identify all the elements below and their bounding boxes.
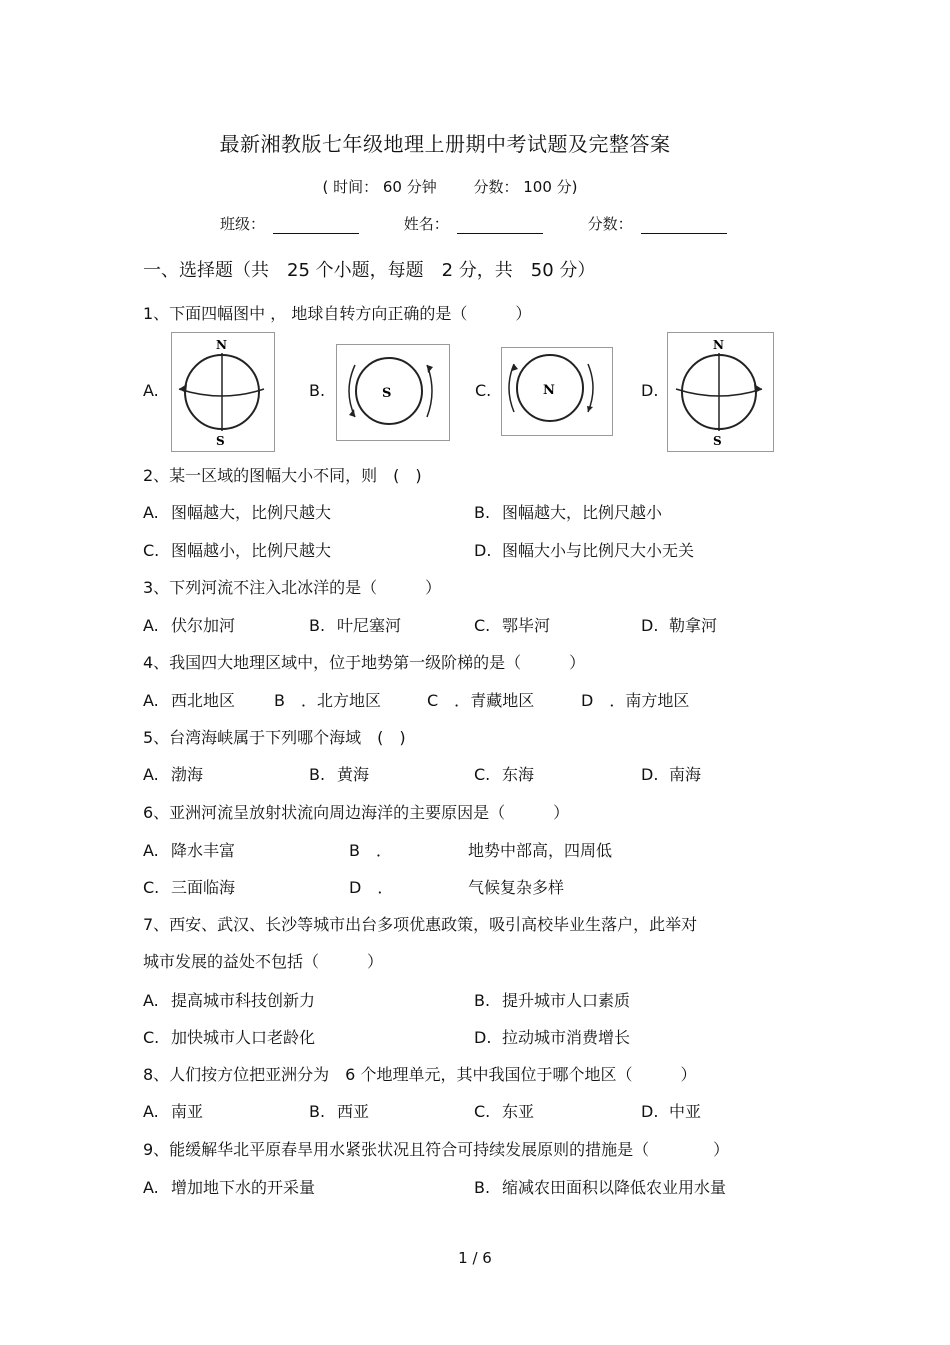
q8-option-a	[143, 1099, 203, 1122]
figure-d	[667, 332, 774, 452]
option-key: B.	[474, 1178, 491, 1197]
option-text: 图幅越大，比例尺越小	[502, 503, 663, 522]
question-8: 8、人们按方位把亚洲分为 6 个地理单元，其中我国位于哪个地区（ ）	[143, 1065, 697, 1084]
option-key: C.	[474, 616, 491, 635]
option-text: 东海	[502, 765, 535, 784]
figure-c-pole: N	[543, 383, 555, 398]
option-key: C.	[143, 878, 160, 897]
option-text: 图幅大小与比例尺大小无关	[502, 541, 695, 560]
option-text: 青藏地区	[470, 691, 535, 710]
question-7-line-1: 7、西安、武汉、长沙等城市出台多项优惠政策，吸引高校毕业生落户，此举对	[143, 915, 698, 934]
question-9: 9、能缓解华北平原春旱用水紧张状况且符合可持续发展原则的措施是（ ）	[143, 1140, 730, 1159]
q4-option-c	[427, 688, 534, 711]
globe-icon	[668, 333, 773, 451]
figure-a-north: N	[216, 338, 227, 352]
page-number: 1 / 6	[458, 1249, 492, 1267]
q7-option-a	[143, 988, 315, 1011]
option-text: 三面临海	[171, 878, 236, 897]
globe-south-icon	[337, 345, 449, 440]
option-key: D.	[641, 616, 659, 635]
option-key: D.	[641, 765, 659, 784]
points-blank	[641, 217, 727, 234]
question-4: 4、我国四大地理区域中，位于地势第一级阶梯的是（ ）	[143, 653, 586, 672]
q3-option-a	[143, 613, 235, 636]
option-key: A.	[143, 1178, 159, 1197]
q7-option-c	[143, 1025, 315, 1048]
q1-label-c: C.	[475, 381, 492, 400]
figure-b	[336, 344, 450, 441]
class-blank	[273, 217, 359, 234]
option-text: 南方地区	[625, 691, 690, 710]
q6-option-a	[143, 838, 235, 861]
option-key: C.	[474, 1102, 491, 1121]
figure-c	[501, 347, 613, 436]
question-1: 1、下面四幅图中 ， 地球自转方向正确的是（ ）	[143, 304, 532, 323]
option-text: 缩减农田面积以降低农业用水量	[502, 1178, 727, 1197]
option-text: 北方地区	[316, 691, 381, 710]
option-text: 中亚	[669, 1102, 702, 1121]
option-text: 图幅越小，比例尺越大	[171, 541, 332, 560]
globe-icon	[172, 333, 274, 451]
option-key: B.	[309, 616, 326, 635]
option-key: D.	[474, 541, 492, 560]
q5-option-d	[641, 762, 701, 785]
q6-option-d: 气候复杂多样	[468, 878, 565, 897]
q1-label-d: D.	[641, 381, 659, 400]
name-blank	[457, 217, 543, 234]
student-info	[220, 213, 767, 234]
option-key: B.	[474, 503, 491, 522]
q8-option-d	[641, 1099, 701, 1122]
option-key: B.	[474, 991, 491, 1010]
option-text: 增加地下水的开采量	[171, 1178, 316, 1197]
option-text: 伏尔加河	[171, 616, 236, 635]
option-text: 拉动城市消费增长	[502, 1028, 631, 1047]
q7-option-d	[474, 1025, 630, 1048]
figure-d-north: N	[713, 338, 724, 352]
figure-d-south: S	[713, 434, 722, 448]
option-key: D.	[641, 1102, 659, 1121]
q2-option-d	[474, 538, 694, 561]
q2-option-a	[143, 500, 331, 523]
option-text: 图幅越大，比例尺越大	[171, 503, 332, 522]
name-field	[404, 213, 543, 234]
option-text: 鄂毕河	[502, 616, 551, 635]
q9-option-a	[143, 1175, 315, 1198]
exam-meta	[0, 176, 900, 197]
option-key: C ．	[427, 691, 471, 710]
class-label: 班级：	[220, 215, 266, 233]
points-label: 分数：	[587, 215, 633, 233]
option-key: B.	[309, 1102, 326, 1121]
option-text: 南亚	[171, 1102, 204, 1121]
question-6: 6、亚洲河流呈放射状流向周边海洋的主要原因是（ ）	[143, 803, 570, 822]
q2-option-b	[474, 500, 662, 523]
option-text: 叶尼塞河	[337, 616, 402, 635]
option-key: D.	[474, 1028, 492, 1047]
q4-option-d	[581, 688, 689, 711]
option-key: C.	[143, 541, 160, 560]
option-text: 南海	[669, 765, 702, 784]
question-3: 3、下列河流不注入北冰洋的是（ ）	[143, 578, 442, 597]
option-text: 黄海	[337, 765, 370, 784]
q3-option-b	[309, 613, 401, 636]
option-text: 西北地区	[171, 691, 236, 710]
option-text: 加快城市人口老龄化	[171, 1028, 316, 1047]
option-key: A.	[143, 616, 159, 635]
option-key: A.	[143, 1102, 159, 1121]
q6-option-b-key: B ．	[349, 841, 392, 860]
option-key: A.	[143, 691, 159, 710]
q8-option-c	[474, 1099, 534, 1122]
q4-option-a	[143, 688, 235, 711]
q5-option-a	[143, 762, 203, 785]
q3-option-d	[641, 613, 717, 636]
q2-option-c	[143, 538, 331, 561]
name-label: 姓名：	[403, 215, 449, 233]
option-text: 渤海	[171, 765, 204, 784]
figure-a-south: S	[216, 434, 225, 448]
option-key: B ．	[274, 691, 317, 710]
option-key: B.	[309, 765, 326, 784]
q3-option-c	[474, 613, 550, 636]
section-heading: 一、选择题（共 25 个小题，每题 2 分，共 50 分）	[143, 260, 596, 281]
q4-option-b	[274, 688, 381, 711]
q6-option-c	[143, 875, 235, 898]
option-key: A.	[143, 765, 159, 784]
q5-option-b	[309, 762, 369, 785]
option-text: 提高城市科技创新力	[171, 991, 316, 1010]
points-field	[588, 213, 727, 234]
exam-time: ( 时间： 60 分钟	[322, 178, 437, 196]
question-7-line-2: 城市发展的益处不包括（ ）	[143, 952, 384, 971]
option-text: 西亚	[337, 1102, 370, 1121]
exam-total-score: 分数： 100 分)	[473, 178, 578, 196]
option-text: 降水丰富	[171, 841, 236, 860]
q1-label-a: A.	[143, 381, 159, 400]
option-key: C.	[143, 1028, 160, 1047]
option-key: A.	[143, 503, 159, 522]
q6-option-d-key: D ．	[349, 878, 394, 897]
option-key: A.	[143, 991, 159, 1010]
q6-option-b: 地势中部高，四周低	[468, 841, 613, 860]
figure-a	[171, 332, 275, 452]
option-text: 提升城市人口素质	[502, 991, 631, 1010]
option-key: A.	[143, 841, 159, 860]
q8-option-b	[309, 1099, 369, 1122]
figure-b-pole: S	[382, 386, 392, 401]
page-title: 最新湘教版七年级地理上册期中考试题及完整答案	[219, 132, 671, 156]
question-5: 5、台湾海峡属于下列哪个海域 ( )	[143, 728, 406, 747]
q7-option-b	[474, 988, 630, 1011]
option-text: 勒拿河	[669, 616, 718, 635]
class-field	[220, 213, 359, 234]
option-key: C.	[474, 765, 491, 784]
q1-label-b: B.	[309, 381, 326, 400]
q9-option-b	[474, 1175, 726, 1198]
question-2: 2、某一区域的图幅大小不同，则 ( )	[143, 466, 422, 485]
option-key: D ．	[581, 691, 626, 710]
globe-north-icon	[502, 348, 612, 435]
q5-option-c	[474, 762, 534, 785]
option-text: 东亚	[502, 1102, 535, 1121]
